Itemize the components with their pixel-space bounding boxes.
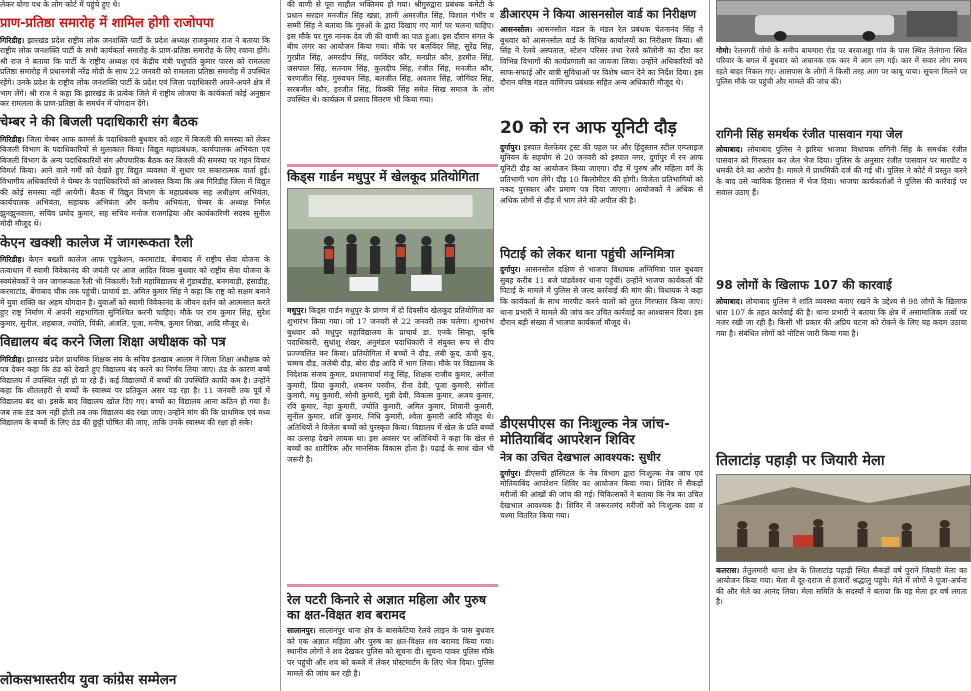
- article-eye-camp: [500, 417, 707, 522]
- headline: 98 लोगों के खिलाफ 107 की कारवाई: [716, 278, 892, 293]
- photo-caption: [716, 46, 967, 122]
- headline: प्राण-प्रतिष्ठा समारोह में शामिल होगी राजोपपा: [0, 15, 214, 31]
- caption-text: रेलनगरी गोमो के समीप बाघमारा रोड पर बरवाअड्डा गांव के पास स्थित तेलंगाना स्थित परिवार के बगल में बुधवार को अचानक एक कार में आग लग गई। कार में सवार लोग समय रहते बाहर निकल गए। आसपास के लोगों ने किसी तरह आग पर काबू पाया। सूचना मिलने पर पुलिस मौके पर पहुंची और मामले की जांच की।: [716, 46, 967, 87]
- headline: केएन खक्शी कालेज में जागरूकता रैली: [0, 234, 193, 251]
- article-body: [716, 297, 967, 447]
- column-4: [712, 0, 971, 691]
- article-text: आसनसोल मंडल के मंडल रेल प्रबंधक चेतनानंद सिंह ने बुधवार को आसनसोल वार्ड के विभिन्न कार्यालयों का निरीक्षण किया। श्री सिंह ने रेलवे अस्पताल, स्टेशन परिसर तथा रेलवे कॉलोनी का दौरा कर विभिन्न विभागों की कार्यप्रणाली का जायजा लिया। उन्होंने अधिकारियों को साफ-सफाई और यात्री सुविधाओं पर विशेष ध्यान देने का निर्देश दिया। इस दौरान वरिष्ठ मंडल वाणिज्य प्रबंधक सहित अन्य अधिकारी मौजूद थे।: [500, 25, 703, 88]
- dateline: सालानपुर।: [287, 626, 316, 636]
- column-divider: [709, 0, 710, 691]
- article-jiyari-mela: [716, 453, 971, 608]
- headline: 20 को रन आफ यूनिटी दौड़: [500, 118, 677, 139]
- headline: लोकसभास्तरीय युवा कांग्रेस सम्मेलन: [0, 672, 177, 689]
- article-text: किड्स गार्डन मधुपुर के प्रांगण में दो दिवसीय खेलकूद प्रतियोगिता का शुभारंभ किया गया। जो 17 जनवरी से 22 जनवरी तक चलेगा। शुभारंभ बुधवार को मधुपुर महाविद्यालय के प्राचार्य डा. एनके सिन्हा, कृषि पदाधिकारी, सुधांशु शेखर, अनुमंडल पदाधिकारी ने संयुक्त रूप से दीप प्रज्ज्वलित कर किया। प्रतियोगिता में बच्चों ने दौड़, लंबी कूद, ऊंची कूद, चम्मच दौड़, जलेबी दौड़, बोरा दौड़ आदि में भाग लिया। मौके पर विद्यालय के निदेशक संजय कुमार, प्रधानाचार्या मंजू सिंह, शिक्षक राजीव कुमार, अनीता कुमारी, प्रिया कुमारी, शबनम परवीन, रीना देवी, पूजा कुमारी, संगीता कुमारी, मधु कुमारी, सोनी कुमारी, मुन्नी देवी, विकास कुमार, अजय कुमार, रवि कुमार, नेहा कुमारी, ज्योति कुमारी, अमित कुमार, शिवानी कुमारी, सुनील कुमार, शशि कुमार, निधि कुमारी, श्वेता कुमारी आदि मौजूद थे। अतिथियों ने विजेता बच्चों को पुरस्कृत किया। विद्यालय में खेल के प्रति बच्चों का उत्साह देखने लायक था। इस अवसर पर अतिथियों ने कहा कि खेल से बच्चों का शारीरिक और मानसिक विकास होता है। पढ़ाई के साथ खेल भी जरूरी है।: [287, 306, 494, 464]
- fair-photo: [716, 474, 971, 562]
- article-body: [0, 135, 270, 230]
- article-text: केएन बख्शी कालेज आफ एडुकेशन, करमाटांड, बेंगाबाद में राष्ट्रीय सेवा योजना के तत्वाधान में स्वामी विवेकानंद की जयंती पर आज आदित विवस बुधवार को राष्ट्रीय सेवा योजना के स्वयंसेवकों ने जन जागरूकता रैली भी निकाली। रैली महाविद्यालय से गुंडाबडीह, बनगवाड़ी, हंसाडीह, करमाटांड, बेंगाबाद चौक तक पहुंची। प्राचार्य डा. अमित कुमार सिंह ने कहा कि राष्ट्र को सक्षम बनाने में युवा शक्ति का अहम योगदान है। युवाओं को स्वामी विवेकानंद के जीवन दर्शन को आत्मसात करते हुए राष्ट्र निर्माण में अपनी सहभागिता सुनिश्चित करनी चाहिए। मौके पर राम कुमार सिंह, सुरेश कुमार, सुनील, शहबाज, ज्योति, पिंकी, अंजलि, पूजा, मनीष, कुमार शिखा, आदि मौजूद थे।: [0, 255, 270, 329]
- article-body: [287, 626, 494, 679]
- article-pran-pratishtha: [0, 17, 274, 110]
- headline: डीएसपीएस का निःशुल्क नेत्र जांच-मोतियाबिंद आपरेशन शिविर: [500, 416, 670, 448]
- sports-event-photo: [287, 188, 494, 302]
- column-1: [0, 0, 274, 691]
- top-snippet: लेकर योगा पथ के लोग कोर्ट में पहुंचे हुए थे।: [0, 0, 121, 9]
- dateline: गोमो।: [716, 46, 732, 55]
- headline: तिलाटांड़ पहाड़ी पर जियारी मेला: [716, 453, 885, 470]
- article-youth-congress: [0, 673, 274, 691]
- pink-divider: [287, 584, 498, 587]
- article-school-closure: [0, 336, 274, 429]
- article-railway-bodies: [287, 593, 498, 679]
- headline: डीआरएम ने किया आसनसोल वार्ड का निरीक्षण: [500, 7, 697, 21]
- article-text: इस्पात वेलफेयर ट्रस्ट की पहल पर और हिंदुस्तान स्टील एम्प्लाइज यूनियन के सहयोग से 20 जनवरी को इस्पात नगर, दुर्गापुर में रन आफ यूनिटी दौड़ का आयोजन किया जाएगा। दौड़ में पुरुष और महिला वर्ग के प्रतिभागी भाग लेंगे। दौड़ 10 किलोमीटर की होगी। विजेता प्रतिभागियों को नकद पुरस्कार और प्रमाण पत्र दिया जाएगा। आयोजकों ने अधिक से अधिक लोगों से दौड़ में भाग लेने की अपील की है।: [500, 142, 703, 205]
- article-kn-college: [0, 236, 274, 330]
- article-text: सालानपुर थाना क्षेत्र के बासकेटिया रेलवे लाइन के पास बुधवार को एक अज्ञात महिला और पुरुष का क्षत-विक्षत शव बरामद किया गया। स्थानीय लोगों ने शव देखकर पुलिस को सूचना दी। सूचना पाकर पुलिस मौके पर पहुंची और शव को कब्जे में लेकर पोस्टमार्टम के लिए भेज दिया। पुलिस मामले की जांच कर रही है।: [287, 626, 494, 678]
- headline: चेम्बर ने की बिजली पदाधिकारी संग बैठक: [0, 114, 198, 130]
- dateline: लोयाबाद।: [716, 297, 743, 307]
- dateline: लोयाबाद।: [716, 145, 743, 155]
- dateline: गिरिडीह।: [0, 35, 25, 45]
- article-text: तेतुलमारी थाना क्षेत्र के तिलाटांड़ पहाड़ी स्थित सैकड़ों वर्ष पुराने जियारी मेला का आयोजन किया गया। मेला में दूर-दराज से हजारों श्रद्धालु पहुंचे। मेले में लोगों ने पूजा-अर्चना की और मेले का आनंद लिया। मेला समिति के सदस्यों ने बताया कि यह मेला हर वर्ष लगता है।: [716, 565, 967, 607]
- dateline: दुर्गापुर।: [500, 142, 521, 152]
- article-body: [0, 36, 270, 110]
- headline: विद्यालय बंद करने जिला शिक्षा अधीक्षक को पत्र: [0, 334, 226, 350]
- dateline: मधुपुर।: [287, 306, 307, 316]
- article-run-of-unity: [500, 119, 707, 241]
- article-body: [500, 265, 703, 411]
- article-body: [716, 145, 967, 273]
- article-body: [0, 255, 270, 329]
- column-divider: [280, 0, 281, 691]
- article-section-107: [716, 279, 971, 447]
- pink-divider: [287, 164, 498, 167]
- article-chamber-meeting: [0, 116, 274, 230]
- article-body: [500, 143, 703, 241]
- gurudwara-article-text: की वाणी से पूरा माहौल भक्तिमय हो गया। श्रीगुरुद्वारा प्रबंधक कमेटी के प्रधान सरदार मनजीत सिंह खन्ना, ज्ञानी अमरजीत सिंह, विशाल गंभीर व सम्मी सिंह ने बताया कि गुरुओं के द्वारा दिखाए गए मार्ग पर चलना चाहिए। इस मौके पर गुरु नानक देव जी की वाणी का पाठ हुआ। इस दौरान संगत के बीच लंगर का आयोजन किया गया। मौके पर बलविंदर सिंह, सुरेंद्र सिंह, गुरप्रीत सिंह, अमरदीप सिंह, परविंदर कौर, मनप्रीत कौर, हरमीत सिंह, जसपाल सिंह, सतनाम सिंह, कुलदीप सिंह, रंजीत सिंह, मनजीत कौर, चरणजीत सिंह, गुरुवचन सिंह, बलजीत सिंह, अवतार सिंह, जोगिंदर सिंह, सरबजीत कौर, हरजीत सिंह, विक्की सिंह समेत सिख समाज के लोग उपस्थित थे। कार्यक्रम में प्रसाद वितरण भी किया गया।: [287, 0, 494, 105]
- article-kids-garden: [287, 170, 498, 580]
- article-body: [0, 355, 270, 429]
- dateline: कतरास।: [716, 565, 740, 575]
- article-drm-inspection: [500, 8, 707, 113]
- article-ranjit-paswan: [716, 128, 971, 273]
- column-2: [287, 0, 498, 691]
- article-agnimitra: [500, 247, 707, 411]
- article-body: [716, 566, 967, 608]
- article-body: [287, 306, 494, 580]
- headline: रागिनी सिंह समर्थक रंजीत पासवान गया जेल: [716, 127, 903, 141]
- dateline: गिरिडीह।: [0, 354, 25, 364]
- car-fire-photo: [716, 0, 971, 42]
- article-text: जिला चेम्बर आफ कामर्स के पदाधिकारी बुधवार को शहर में बिजली की समस्या को लेकर बिजली विभाग के पदाधिकारियों से मुलाकात किया। विद्युत महाप्रबंधक, कार्यपालक अभियंता एवं बिजली विभाग के अन्य पदाधिकारियों संग औपचारिक बैठक कर बिजली की समस्या पर गहन विचार विमर्श किया। आने वाले गर्मी को देखते हुए विद्युत व्यवस्था में सुधार पर सकारात्मक वार्ता हुई। विभागीय अधिकारियों ने चेम्बर के पदाधिकारियों को आश्वस्त किया कि अब गिरिडीह जिला में विद्युत की कोई समस्या नहीं आयेगी। बैठक में विद्युत विभाग के महाप्रबंधक सह अधीक्षण अभियंता, कार्यपालक अभियंता, सहायक अभियंता और कनीय अभियंता, चेम्बर के अध्यक्ष निर्मल झुनझुनवाला, सचिव प्रमोद कुमार, सह सचिव मनोज राजगढ़िया और कार्यकारिणी सदस्य सुनील मोदी मौजूद थे।: [0, 134, 270, 229]
- article-text: झारखंड प्रदेश प्राथमिक शिक्षक संघ के सचिव इंतखाब आलम ने जिला शिक्षा अधीक्षक को पत्र देकर कहा कि ठंड को देखते हुए विद्यालय बंद करने का निर्णय लिया जाए। ठंड के कारण बच्चे विद्यालय में उपस्थित नहीं हो पा रहे हैं। कई विद्यालयों में बच्चों की उपस्थिति काफी कम है। उन्होंने कहा कि शीतलहरी से बच्चों के स्वास्थ्य पर प्रतिकूल असर पड़ रहा है। 11 जनवरी तक पूर्व में विद्यालय बंद था। इसके बाद विद्यालय खोल दिए गए। बच्चों का विद्यालय आना कठिन हो गया है। जब तक ठंड कम नहीं होती तब तक विद्यालय बंद रखा जाए। उन्होंने मांग की कि प्राथमिक एवं मध्य विद्यालय के बच्चों के लिए ठंड की छुट्टी घोषित की जाए, ताकि उनके स्वास्थ्य की रक्षा हो सके।: [0, 354, 270, 428]
- dateline: गिरिडीह।: [0, 134, 25, 144]
- article-body: [500, 469, 703, 522]
- article-text: झारखंड प्रदेश राष्ट्रीय लोक जनशक्ति पार्टी के प्रदेश अध्यक्ष राजकुमार राज ने बताया कि राष्ट्रीय लोक जनशक्ति पार्टी के सभी कार्यकर्ता समारोह के प्राण-प्रतिष्ठा समारोह के लिए रवाना होंगे। श्री राज ने बताया कि पार्टी के राष्ट्रीय अध्यक्ष एवं केंद्रीय मंत्री पशुपति कुमार पारस को रामलला प्रतिष्ठा समारोह में प्रधानमंत्री नरेंद्र मोदी के साथ 22 जनवरी को रामलला प्रतिष्ठा समारोह में उपस्थित रहेंगे। उनके प्रदेश के राष्ट्रीय लोक जनशक्ति पार्टी के प्रदेश एवं जिला पदाधिकारी अपने-अपने क्षेत्र में भाग लेंगे। श्री राज ने कहा कि झारखंड के प्रत्येक जिले में राष्ट्रीय लोजपा के कार्यकर्ता कोई अनुष्ठान कर रामलला के प्राण-प्रतिष्ठा के समर्थन में योगदान देंगे।: [0, 35, 270, 109]
- headline: किड्स गार्डन मधुपुर में खेलकूद प्रतियोगिता: [287, 169, 480, 184]
- dateline: आसनसोल।: [500, 25, 533, 35]
- headline: रेल पटरी किनारे से अज्ञात महिला और पुरुष का क्षत-विक्षत शव बरामद: [287, 592, 487, 622]
- dateline: गिरिडीह।: [0, 255, 25, 265]
- article-text: आसनसोल दक्षिण से भाजपा विधायक अग्निमित्रा पाल बुधवार सुबह करीब 11 बजे पांडवेश्वर थाना पहुंचीं। उन्होंने भाजपा कार्यकर्ता की पिटाई के मामले में पुलिस से जल्द कार्रवाई की मांग की। विधायक ने कहा कि कार्यकर्ता के साथ मारपीट करने वालों को तुरंत गिरफ्तार किया जाए। थाना प्रभारी ने मामले की जांच कर उचित कार्रवाई का आश्वासन दिया। इस दौरान बड़ी संख्या में भाजपा कार्यकर्ता मौजूद थे।: [500, 265, 703, 328]
- article-body: [500, 25, 703, 113]
- article-text: लोयाबाद पुलिस ने झरिया भाजपा विधायक रागिनी सिंह के समर्थक रंजीत पासवान को गिरफ्तार कर जेल भेज दिया। पुलिस के अनुसार रंजीत पासवान पर मारपीट व धमकी देने का आरोप है। मामले में प्राथमिकी दर्ज की गई थी। पुलिस ने कोर्ट में प्रस्तुत करने के बाद उसे न्यायिक हिरासत में भेज दिया। भाजपा कार्यकर्ताओं ने पुलिस की कार्रवाई पर सवाल उठाए हैं।: [716, 145, 967, 197]
- column-3: [500, 0, 707, 691]
- subheadline: नेत्र का उचित देखभाल आवश्यक: सुधीर: [500, 451, 661, 465]
- article-text: लोयाबाद पुलिस ने शांति व्यवस्था बनाए रखने के उद्देश्य से 98 लोगों के खिलाफ धारा 107 के तहत कार्रवाई की है। थाना प्रभारी ने बताया कि क्षेत्र में असामाजिक तत्वों पर नजर रखी जा रही है। किसी भी प्रकार की अप्रिय घटना को रोकने के लिए यह कदम उठाया गया है। संबंधित लोगों को नोटिस जारी किया गया है।: [716, 297, 967, 338]
- dateline: दुर्गापुर।: [500, 468, 521, 478]
- headline: पिटाई को लेकर थाना पहुंची अग्निमित्रा: [500, 245, 675, 261]
- article-text: डीएसपी हॉस्पिटल के नेत्र विभाग द्वारा निःशुल्क नेत्र जांच एवं मोतियाबिंद आपरेशन शिविर का आयोजन किया गया। शिविर में सैकड़ों मरीजों की आंखों की जांच की गई। चिकित्सकों ने बताया कि नेत्र का उचित देखभाल आवश्यक है। शिविर में जरूरतमंद मरीजों को निःशुल्क दवा व चश्मा वितरित किया गया।: [500, 468, 704, 521]
- dateline: दुर्गापुर।: [500, 265, 521, 275]
